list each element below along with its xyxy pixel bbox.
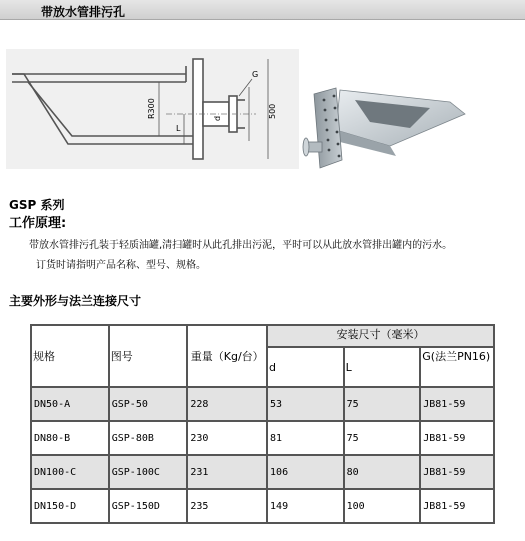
- dim-g: G: [252, 70, 259, 79]
- product-photo-svg: [300, 80, 470, 180]
- col-drawing: 图号: [109, 325, 188, 387]
- cell-weight: 230: [187, 421, 267, 455]
- cell-d: 81: [267, 421, 344, 455]
- table-row: [31, 489, 494, 523]
- table-header-row: [31, 325, 494, 347]
- cell-spec: DN150-D: [31, 489, 109, 523]
- col-install: 安装尺寸（毫米）: [267, 325, 494, 347]
- cell-drawing: GSP-150D: [109, 489, 188, 523]
- dim-l: L: [176, 124, 181, 133]
- dim-d: d: [213, 115, 222, 121]
- dimension-table: [30, 324, 495, 524]
- cell-weight: 231: [187, 455, 267, 489]
- cell-g: JB81-59: [420, 421, 494, 455]
- cell-l: 75: [344, 387, 421, 421]
- col-d: d: [267, 347, 344, 387]
- col-g: G(法兰PN16): [420, 347, 494, 387]
- cell-spec: DN100-C: [31, 455, 109, 489]
- cell-g: JB81-59: [420, 387, 494, 421]
- cell-g: JB81-59: [420, 489, 494, 523]
- technical-drawing-svg: [6, 49, 299, 169]
- dim-500: 500: [268, 103, 277, 119]
- cell-spec: DN50-A: [31, 387, 109, 421]
- col-spec: 规格: [31, 325, 109, 387]
- table-row: [31, 421, 494, 455]
- series-label: GSP 系列: [9, 198, 65, 212]
- cell-l: 80: [344, 455, 421, 489]
- dim-r300: R300: [147, 98, 156, 119]
- col-weight: 重量（Kg/台）: [187, 325, 267, 387]
- description-text: 带放水管排污孔装于轻质油罐,清扫罐时从此孔排出污泥，平时可以从此放水管排出罐内的污水。: [29, 240, 453, 251]
- cell-drawing: GSP-100C: [109, 455, 188, 489]
- cell-d: 149: [267, 489, 344, 523]
- section-heading: 主要外形与法兰连接尺寸: [9, 294, 142, 308]
- principle-heading: 工作原理:: [9, 216, 67, 231]
- cell-l: 100: [344, 489, 421, 523]
- product-photo: [300, 80, 470, 180]
- tank-shell-outer: [12, 74, 156, 144]
- cell-weight: 228: [187, 387, 267, 421]
- title-bar: [0, 0, 525, 20]
- cell-l: 75: [344, 421, 421, 455]
- col-l: L: [344, 347, 421, 387]
- cell-g: JB81-59: [420, 455, 494, 489]
- technical-drawing: [6, 49, 299, 169]
- table-row: [31, 387, 494, 421]
- table-row: [31, 455, 494, 489]
- cell-d: 106: [267, 455, 344, 489]
- order-note: 订货时请指明产品名称、型号、规格。: [36, 260, 206, 271]
- page-title: 带放水管排污孔: [41, 5, 126, 19]
- tank-shell-inner: [12, 82, 156, 136]
- cell-drawing: GSP-80B: [109, 421, 188, 455]
- cell-spec: DN80-B: [31, 421, 109, 455]
- cell-drawing: GSP-50: [109, 387, 188, 421]
- cell-weight: 235: [187, 489, 267, 523]
- cell-d: 53: [267, 387, 344, 421]
